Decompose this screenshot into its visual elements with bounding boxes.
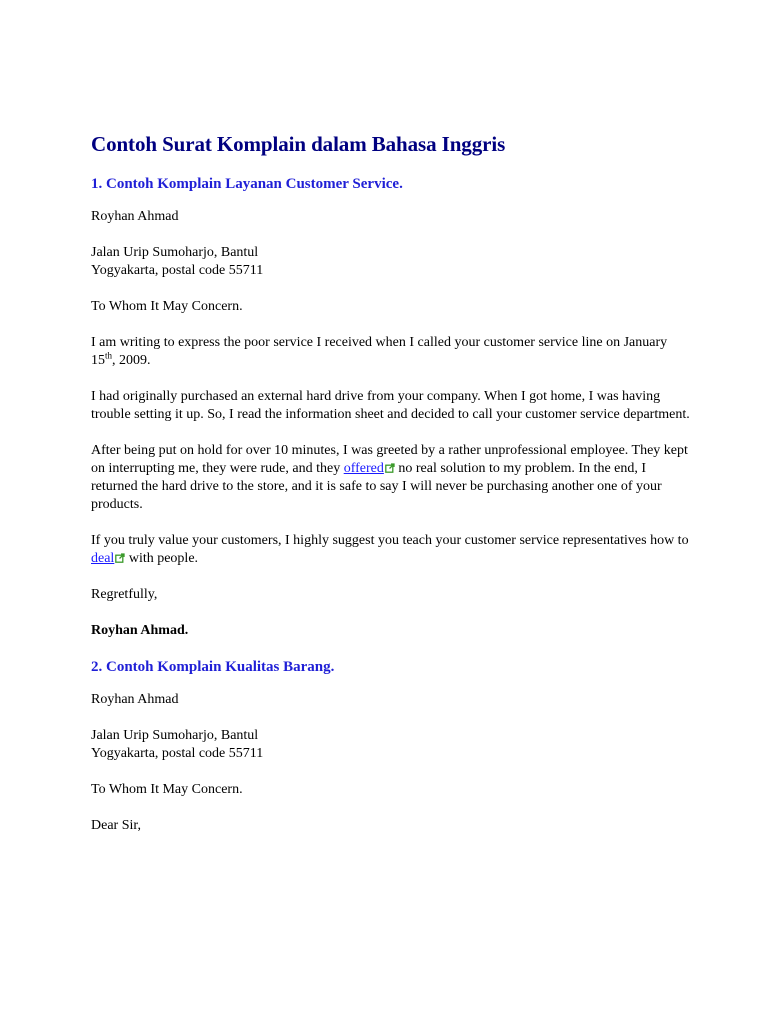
offered-link-text: offered xyxy=(343,461,384,476)
document-page xyxy=(91,130,691,853)
paragraph-1 xyxy=(91,334,691,370)
paragraph-3-before: After being put on hold for over 10 minutes, I was greeted by a rather unprofessional employee. They kept on interrupting me, they were rude, and they xyxy=(91,443,688,476)
address-line-1-2: Jalan Urip Sumoharjo, Bantul xyxy=(91,728,259,743)
address-line-2-2: Yogyakarta, postal code 55711 xyxy=(91,746,264,761)
ordinal-suffix: th xyxy=(105,350,113,361)
external-link-icon[interactable] xyxy=(115,553,125,563)
sender-name-2: Royhan Ahmad xyxy=(91,692,179,707)
paragraph-1-text: I am writing to express the poor service I received when I called your customer service line on January 15 xyxy=(91,335,668,368)
paragraph-3 xyxy=(91,442,691,514)
paragraph-1-end: , 2009. xyxy=(112,353,151,368)
sender-address-2 xyxy=(91,727,691,763)
salutation: To Whom It May Concern. xyxy=(91,299,243,314)
paragraph-4-before: If you truly value your customers, I highly suggest you teach your customer service representatives how to xyxy=(91,533,689,548)
greeting: Dear Sir, xyxy=(91,818,141,833)
signature: Royhan Ahmad. xyxy=(91,623,189,638)
offered-link[interactable] xyxy=(344,461,384,476)
section-heading-2: 2. Contoh Komplain Kualitas Barang. xyxy=(91,659,335,675)
external-link-icon[interactable] xyxy=(385,463,395,473)
sender-address xyxy=(91,244,691,280)
paragraph-4-after: with people. xyxy=(125,551,199,566)
sender-name: Royhan Ahmad xyxy=(91,209,179,224)
salutation-2: To Whom It May Concern. xyxy=(91,782,243,797)
section-heading-1: 1. Contoh Komplain Layanan Customer Service. xyxy=(91,176,403,192)
deal-link[interactable] xyxy=(91,551,114,566)
paragraph-3-after: no real solution to my problem. In the end, I returned the hard drive to the store, and it is safe to say I will never be purchasing another one of your products. xyxy=(91,461,662,512)
address-line-1: Jalan Urip Sumoharjo, Bantul xyxy=(91,245,259,260)
paragraph-2: I had originally purchased an external hard drive from your company. When I got home, I was having trouble setting it up. So, I read the information sheet and decided to call your customer service department. xyxy=(91,389,690,422)
document-title: Contoh Surat Komplain dalam Bahasa Inggris xyxy=(91,132,506,156)
paragraph-4 xyxy=(91,532,691,568)
deal-link-text: deal xyxy=(91,551,115,566)
address-line-2: Yogyakarta, postal code 55711 xyxy=(91,263,264,278)
closing: Regretfully, xyxy=(91,587,158,602)
